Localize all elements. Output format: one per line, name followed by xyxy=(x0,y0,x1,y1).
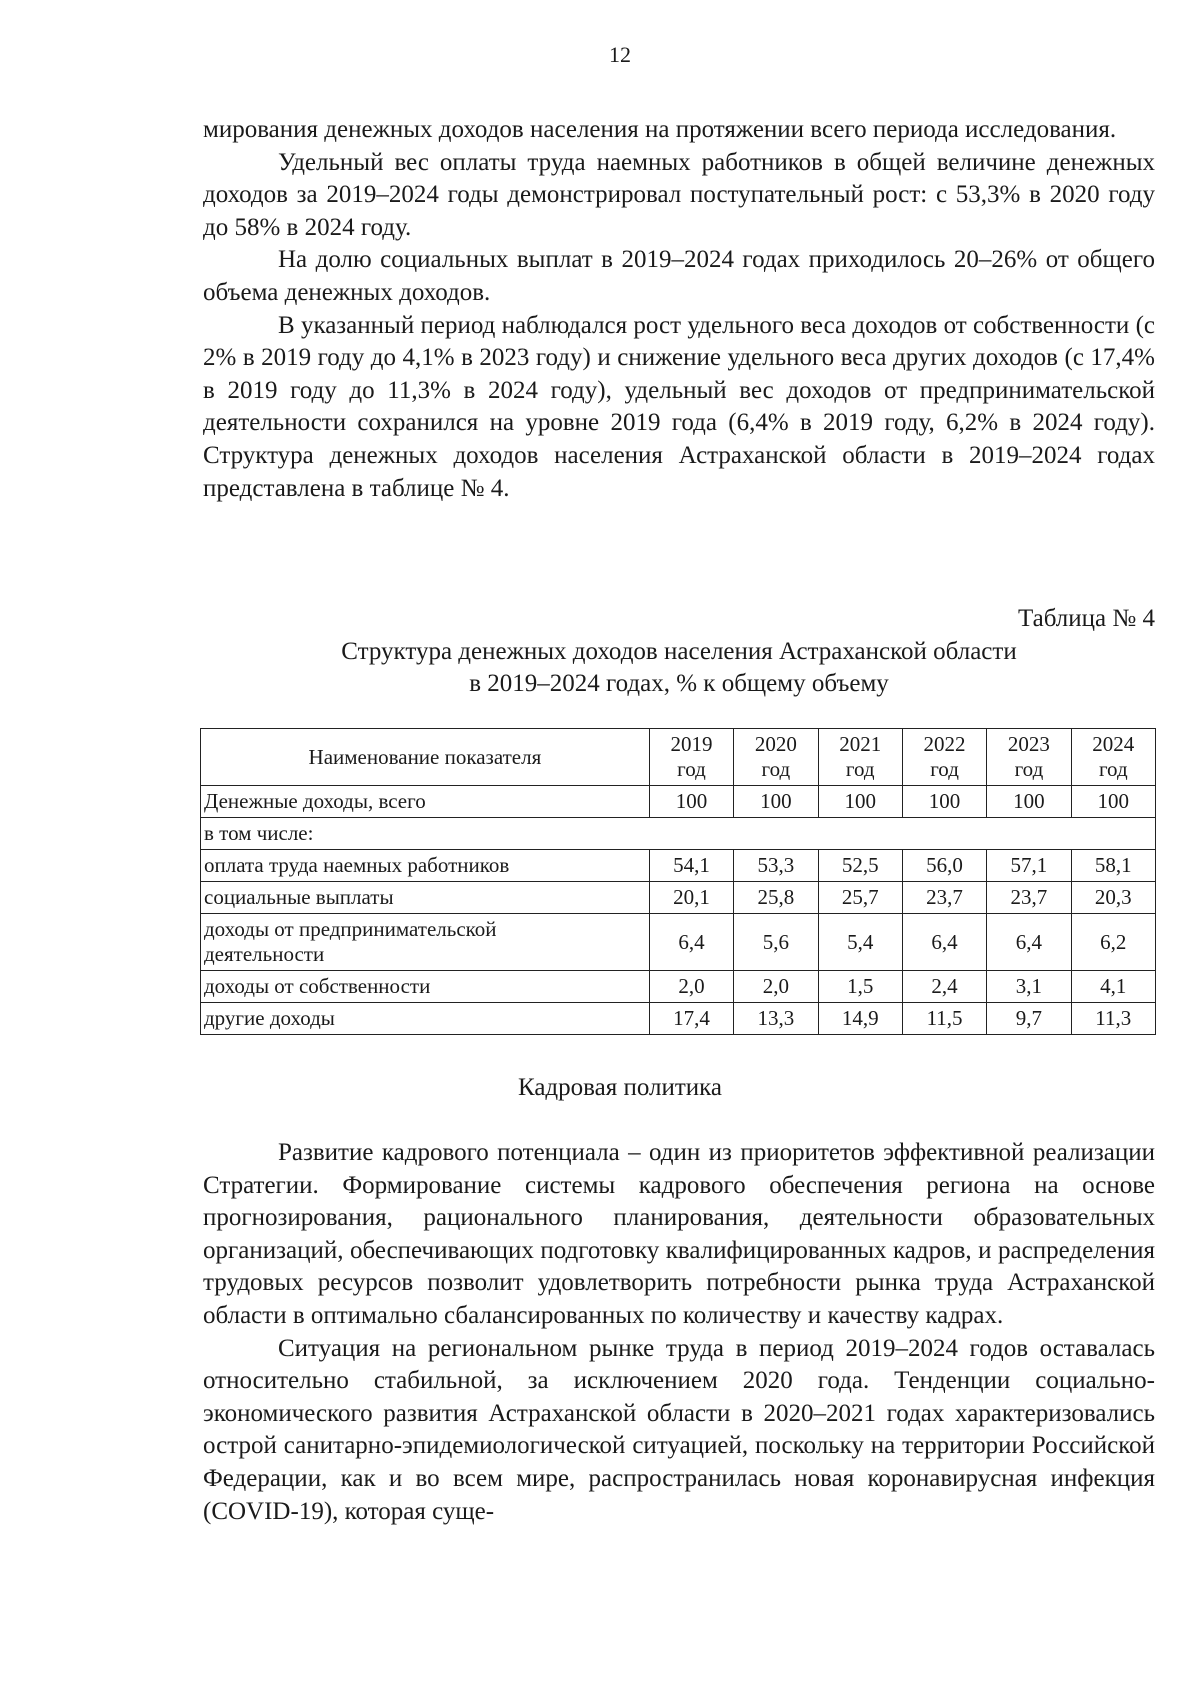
cell-value: 25,7 xyxy=(818,882,902,914)
table-number-label: Таблица № 4 xyxy=(1017,605,1155,632)
year-unit: год xyxy=(1014,757,1044,781)
header-year xyxy=(649,729,733,786)
paragraph: Ситуация на региональном рынке труда в период 2019–2024 годов оставалась относительно стабильной, за исключением 2020 года. Тенденции социально-экономического развития Астраханской области в 2020–2021 годах характеризовались острой санитарно-эпидемиологической ситуацией, поскольку на территории Российской Федерации, как и во всем мире, распространилась новая коронавирусная инфекция (COVID-19), которая суще- xyxy=(203,1334,1155,1525)
paragraph: На долю социальных выплат в 2019–2024 годах приходилось 20–26% от общего объема денежных доходов. xyxy=(203,246,1155,306)
header-year xyxy=(902,729,986,786)
cell-value: 100 xyxy=(1071,786,1155,818)
cell-value: 5,6 xyxy=(734,914,818,971)
row-label: другие доходы xyxy=(201,1003,650,1035)
cell-value: 23,7 xyxy=(902,882,986,914)
cell-value: 6,2 xyxy=(1071,914,1155,971)
cell-value: 14,9 xyxy=(818,1003,902,1035)
cell-value: 3,1 xyxy=(987,971,1071,1003)
year-unit: год xyxy=(930,757,959,781)
cell-value: 100 xyxy=(734,786,818,818)
cell-value: 6,4 xyxy=(902,914,986,971)
cell-value: 2,4 xyxy=(902,971,986,1003)
cell-value: 11,3 xyxy=(1071,1003,1155,1035)
table-row xyxy=(201,971,1156,1003)
cell-value: 17,4 xyxy=(649,1003,733,1035)
cell-value: 2,0 xyxy=(734,971,818,1003)
table-row xyxy=(201,882,1156,914)
paragraph: Удельный вес оплаты труда наемных работников в общей величине денежных доходов за 2019–2024 годы демонстрировал поступательный рост: с 53,3% в 2020 году до 58% в 2024 году. xyxy=(203,148,1155,241)
row-label-line: доходы от предпринимательской xyxy=(204,917,497,941)
header-year xyxy=(1071,729,1155,786)
cell-value: 9,7 xyxy=(987,1003,1071,1035)
income-structure-table xyxy=(200,728,1156,1035)
cell-value: 56,0 xyxy=(902,850,986,882)
table-header-row xyxy=(201,729,1156,786)
section-heading: Кадровая политика xyxy=(517,1074,723,1101)
cell-value: 6,4 xyxy=(987,914,1071,971)
paragraph: Развитие кадрового потенциала – один из приоритетов эффективной реализации Стратегии. Формирование системы кадрового обеспечения региона на основе прогнозирования, рационального планирования, деятельности образовательных организаций, обеспечивающих подготовку квалифицированных кадров, и распределения трудовых ресурсов позволит удовлетворить потребности рынка труда Астраханской области в оптимально сбалансированных по количеству и качеству кадрах. xyxy=(203,1139,1155,1329)
year-unit: год xyxy=(677,757,706,781)
header-year xyxy=(818,729,902,786)
year-value: 2019 xyxy=(670,732,713,756)
cell-value: 6,4 xyxy=(649,914,733,971)
year-value: 2021 xyxy=(839,732,882,756)
page-number: 12 xyxy=(609,42,631,67)
body-text-bottom xyxy=(203,1137,1155,1528)
cell-value: 1,5 xyxy=(818,971,902,1003)
table-caption-line: Структура денежных доходов населения Астраханской области xyxy=(341,638,1017,665)
subheader-label: в том числе: xyxy=(201,818,1156,850)
cell-value: 20,3 xyxy=(1071,882,1155,914)
cell-value: 23,7 xyxy=(987,882,1071,914)
header-year xyxy=(734,729,818,786)
cell-value: 13,3 xyxy=(734,1003,818,1035)
year-value: 2023 xyxy=(1007,732,1050,756)
table-caption-line: в 2019–2024 годах, % к общему объему xyxy=(469,670,889,697)
row-label-line: деятельности xyxy=(204,942,325,966)
row-label: социальные выплаты xyxy=(201,882,650,914)
row-label: Денежные доходы, всего xyxy=(201,786,650,818)
table-row-total xyxy=(201,786,1156,818)
row-label xyxy=(201,914,650,971)
table-row xyxy=(201,914,1156,971)
cell-value: 11,5 xyxy=(902,1003,986,1035)
cell-value: 58,1 xyxy=(1071,850,1155,882)
header-year xyxy=(987,729,1071,786)
year-value: 2024 xyxy=(1092,732,1135,756)
paragraph: мирования денежных доходов населения на протяжении всего периода исследования. xyxy=(203,116,1117,143)
cell-value: 4,1 xyxy=(1071,971,1155,1003)
cell-value: 20,1 xyxy=(649,882,733,914)
cell-value: 25,8 xyxy=(734,882,818,914)
table-caption xyxy=(203,636,1155,700)
paragraph: В указанный период наблюдался рост удельного веса доходов от собственности (с 2% в 2019 году до 4,1% в 2023 году) и снижение удельного веса других доходов (с 17,4% в 2019 году до 11,3% в 2024 году), удельный вес доходов от предпринимательской деятельности сохранился на уровне 2019 года (6,4% в 2019 году, 6,2% в 2024 году). Структура денежных доходов населения Астраханской области в 2019–2024 годах представлена в таблице № 4. xyxy=(203,311,1155,502)
cell-value: 52,5 xyxy=(818,850,902,882)
year-value: 2020 xyxy=(754,732,797,756)
row-label: доходы от собственности xyxy=(201,971,650,1003)
year-unit: год xyxy=(761,757,791,781)
row-label: оплата труда наемных работников xyxy=(201,850,650,882)
cell-value: 100 xyxy=(902,786,986,818)
cell-value: 100 xyxy=(649,786,733,818)
cell-value: 2,0 xyxy=(649,971,733,1003)
cell-value: 57,1 xyxy=(987,850,1071,882)
body-text-top xyxy=(203,114,1155,505)
header-indicator-name: Наименование показателя xyxy=(201,729,650,786)
table-subheader-row xyxy=(201,818,1156,850)
table-row xyxy=(201,1003,1156,1035)
year-unit: год xyxy=(1098,757,1128,781)
cell-value: 5,4 xyxy=(818,914,902,971)
table-row xyxy=(201,850,1156,882)
cell-value: 100 xyxy=(987,786,1071,818)
cell-value: 54,1 xyxy=(649,850,733,882)
year-unit: год xyxy=(845,757,875,781)
cell-value: 53,3 xyxy=(734,850,818,882)
cell-value: 100 xyxy=(818,786,902,818)
year-value: 2022 xyxy=(923,732,966,756)
